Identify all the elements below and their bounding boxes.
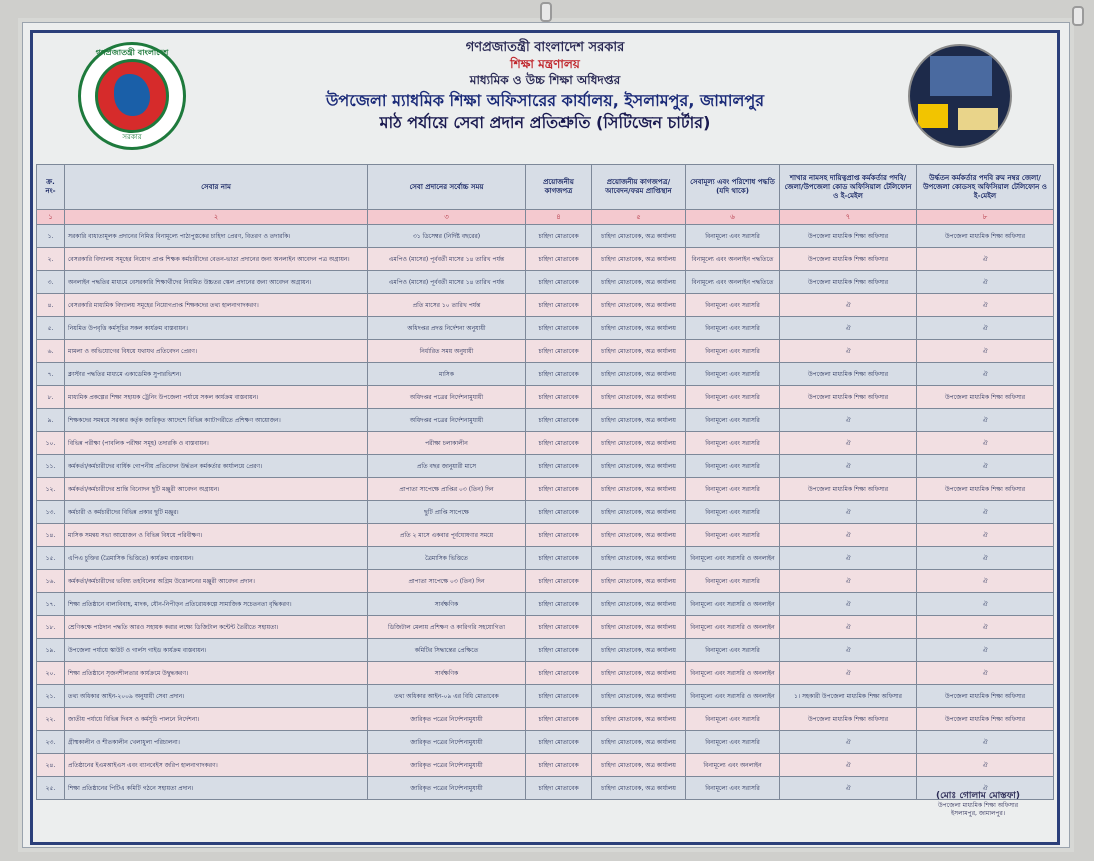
source-cell: চাহিদা মোতাবেক, অত্র কার্যালয় bbox=[592, 363, 686, 386]
service-name-cell: কর্মকর্তা/কর্মচারীদের শ্রান্তি বিনোদন ছুটি মঞ্জুরী আবেদন অগ্রায়ন। bbox=[65, 478, 368, 501]
column-number-row bbox=[37, 210, 1054, 225]
fee-cell: বিনামূল্যে এবং সরাসরি bbox=[686, 409, 780, 432]
documents-cell: চাহিদা মোতাবেক bbox=[526, 708, 592, 731]
senior-officer-cell: ঐ bbox=[917, 616, 1054, 639]
header-government: গণপ্রজাতন্ত্রী বাংলাদেশ সরকার bbox=[465, 40, 625, 55]
service-name-cell: নিয়মিত উপবৃত্তি কর্মসূচির সকল কার্যক্রম বাস্তবায়ন। bbox=[65, 317, 368, 340]
header-office: উপজেলা ম্যাধমিক শিক্ষা অফিসারের কার্যালয়, ইসলামপুর, জামালপুর bbox=[325, 91, 765, 110]
serial-cell: ২১. bbox=[37, 685, 65, 708]
table-row bbox=[37, 478, 1054, 501]
serial-cell: ৯. bbox=[37, 409, 65, 432]
senior-officer-cell: ঐ bbox=[917, 593, 1054, 616]
max-time-cell: সার্বক্ষণিক bbox=[368, 662, 526, 685]
table-row bbox=[37, 271, 1054, 294]
header-directorate: মাধ্যমিক ও উচ্চ শিক্ষা অধিদপ্তর bbox=[469, 73, 621, 87]
signature-block bbox=[908, 790, 1048, 818]
banner-border-top bbox=[30, 30, 1060, 33]
documents-cell: চাহিদা মোতাবেক bbox=[526, 662, 592, 685]
serial-cell: ২৩. bbox=[37, 731, 65, 754]
service-name-cell: কর্মকর্তা/কর্মচারীদের ভবিষ্য তহবিলের অগ্রিম উত্তোলনের মঞ্জুরী আবেদন প্রদান। bbox=[65, 570, 368, 593]
table-row bbox=[37, 662, 1054, 685]
officer-cell: ঐ bbox=[780, 570, 917, 593]
documents-cell: চাহিদা মোতাবেক bbox=[526, 248, 592, 271]
max-time-cell: প্রতি মাসের ১০ তারিখ পর্যন্ত bbox=[368, 294, 526, 317]
seal-top-text: গণপ্রজাতন্ত্রী বাংলাদেশ bbox=[95, 48, 169, 57]
max-time-cell: অধিদপ্তর পত্রের নির্দেশনামুযায়ী bbox=[368, 409, 526, 432]
serial-cell: ১১. bbox=[37, 455, 65, 478]
column-number-cell: ১ bbox=[37, 210, 65, 225]
service-name-cell: শিক্ষা প্রতিষ্ঠানের পিটিএ কমিটি গঠনে সহায়তা প্রদান। bbox=[65, 777, 368, 800]
documents-cell: চাহিদা মোতাবেক bbox=[526, 639, 592, 662]
service-name-cell: বেসরকারি বিদ্যালয় সমূহের নিয়োগ প্রাপ্ত শিক্ষক কর্মচারীদের বেতন-ভাতা প্রদানের জন্য অনলাইন আবেদন পত্র অগ্রায়ন। bbox=[65, 248, 368, 271]
fee-cell: বিনামূল্যে এবং সরাসরি bbox=[686, 708, 780, 731]
serial-cell: ১৭. bbox=[37, 593, 65, 616]
senior-officer-cell: ঐ bbox=[917, 570, 1054, 593]
documents-cell: চাহিদা মোতাবেক bbox=[526, 363, 592, 386]
source-cell: চাহিদা মোতাবেক, অত্র কার্যালয় bbox=[592, 524, 686, 547]
source-cell: চাহিদা মোতাবেক, অত্র কার্যালয় bbox=[592, 639, 686, 662]
max-time-cell: প্রাপ্যতা সাপেক্ষে ০৩ (তিন) দিন bbox=[368, 570, 526, 593]
officer-cell: উপজেলা মাধ্যমিক শিক্ষা অফিসার bbox=[780, 248, 917, 271]
table-row bbox=[37, 685, 1054, 708]
seal-red-disc bbox=[95, 59, 169, 133]
senior-officer-cell: ঐ bbox=[917, 731, 1054, 754]
max-time-cell: অধিদপ্তর প্রদত্ত নির্দেশনা অনুযায়ী bbox=[368, 317, 526, 340]
fee-cell: বিনামূল্যে এবং সরাসরি bbox=[686, 294, 780, 317]
officer-cell: ঐ bbox=[780, 455, 917, 478]
table-row bbox=[37, 409, 1054, 432]
officer-cell: ঐ bbox=[780, 662, 917, 685]
officer-cell: উপজেলা মাধ্যমিক শিক্ষা অফিসার bbox=[780, 478, 917, 501]
source-cell: চাহিদা মোতাবেক, অত্র কার্যালয় bbox=[592, 616, 686, 639]
officer-cell: ঐ bbox=[780, 777, 917, 800]
source-cell: চাহিদা মোতাবেক, অত্র কার্যালয় bbox=[592, 662, 686, 685]
source-cell: চাহিদা মোতাবেক, অত্র কার্যালয় bbox=[592, 455, 686, 478]
max-time-cell: প্রাপ্যতা সাপেক্ষে প্রাপ্তির ০৩ (তিন) দিন bbox=[368, 478, 526, 501]
column-number-cell: ৩ bbox=[368, 210, 526, 225]
max-time-cell: ত্রৈমাসিক ভিত্তিতে bbox=[368, 547, 526, 570]
max-time-cell: কমিটির সিদ্ধান্তের প্রেক্ষিতে bbox=[368, 639, 526, 662]
officer-cell: ঐ bbox=[780, 616, 917, 639]
service-name-cell: বেসরকারি মাধ্যমিক বিদ্যালয় সমূহের নিয়োগপ্রাপ্ত শিক্ষকদের তথ্য হালনাগাদকরণ। bbox=[65, 294, 368, 317]
senior-officer-cell: উপজেলা মাধ্যমিক শিক্ষা অফিসার bbox=[917, 478, 1054, 501]
column-number-cell: ৪ bbox=[526, 210, 592, 225]
officer-cell: ঐ bbox=[780, 731, 917, 754]
officer-cell: ঐ bbox=[780, 317, 917, 340]
column-number-cell: ৬ bbox=[686, 210, 780, 225]
fee-cell: বিনামূল্যে এবং সরাসরি bbox=[686, 731, 780, 754]
fee-cell: বিনামূল্যে এবং অনলাইন bbox=[686, 754, 780, 777]
column-header: শাখার নামসহ দায়িত্বপ্রাপ্ত কর্মকর্তার পদবি/জেলা/উপজেলা কোড অফিসিয়াল টেলিফোন ও ই-মেইল bbox=[780, 165, 917, 210]
header-ministry: শিক্ষা মন্ত্রণালয় bbox=[510, 57, 580, 71]
service-name-cell: শ্রেণিকক্ষে পাঠদান পদ্ধতি আরও সহায়ক করার লক্ষ্যে ডিজিটাল কন্টেন্ট তৈরীতে সহায়তা। bbox=[65, 616, 368, 639]
documents-cell: চাহিদা মোতাবেক bbox=[526, 777, 592, 800]
fee-cell: বিনামূল্যে এবং সরাসরি bbox=[686, 317, 780, 340]
documents-cell: চাহিদা মোতাবেক bbox=[526, 432, 592, 455]
fee-cell: বিনামূল্যে এবং অনলাইন পদ্ধতিতে bbox=[686, 271, 780, 294]
service-name-cell: উপজেলা পর্যায়ে স্কাউট ও গার্লস গাইড কার্যক্রম বাস্তবায়ন। bbox=[65, 639, 368, 662]
serial-cell: ৪. bbox=[37, 294, 65, 317]
service-charter-table bbox=[36, 164, 1054, 800]
serial-cell: ১৪. bbox=[37, 524, 65, 547]
hanging-hook-icon bbox=[1072, 6, 1084, 26]
senior-officer-cell: ঐ bbox=[917, 524, 1054, 547]
source-cell: চাহিদা মোতাবেক, অত্র কার্যালয় bbox=[592, 248, 686, 271]
serial-cell: ৭. bbox=[37, 363, 65, 386]
banner-border-left bbox=[30, 30, 33, 845]
source-cell: চাহিদা মোতাবেক, অত্র কার্যালয় bbox=[592, 593, 686, 616]
senior-officer-cell: ঐ bbox=[917, 455, 1054, 478]
senior-officer-cell: ঐ bbox=[917, 363, 1054, 386]
table-row bbox=[37, 731, 1054, 754]
service-name-cell: শিক্ষা প্রতিষ্ঠানে সৃজনশীলতার কার্যক্রমে উদ্বুদ্ধকরণ। bbox=[65, 662, 368, 685]
column-number-cell: ২ bbox=[65, 210, 368, 225]
logo-book-icon bbox=[958, 108, 998, 130]
senior-officer-cell: ঐ bbox=[917, 432, 1054, 455]
serial-cell: ৩. bbox=[37, 271, 65, 294]
source-cell: চাহিদা মোতাবেক, অত্র কার্যালয় bbox=[592, 754, 686, 777]
banner-border-right bbox=[1057, 30, 1060, 845]
documents-cell: চাহিদা মোতাবেক bbox=[526, 593, 592, 616]
service-name-cell: মাসিক সমন্বয় সভা আয়োজন ও বিভিন্ন বিষয়ে পরিবীক্ষণ। bbox=[65, 524, 368, 547]
service-name-cell: তথ্য অধিকার আইন-২০০৯ অনুযায়ী সেবা প্রদান। bbox=[65, 685, 368, 708]
column-number-cell: ৮ bbox=[917, 210, 1054, 225]
source-cell: চাহিদা মোতাবেক, অত্র কার্যালয় bbox=[592, 409, 686, 432]
officer-cell: উপজেলা মাধ্যমিক শিক্ষা অফিসার bbox=[780, 271, 917, 294]
column-header: প্রয়োজনীয় কাগজপত্র/ আবেদন/ফরম প্রাপ্তিস্থান bbox=[592, 165, 686, 210]
officer-cell: ঐ bbox=[780, 340, 917, 363]
max-time-cell: এমপিও (মাসের) পূর্ববর্তী মাসের ১৪ তারিখ পর্যন্ত bbox=[368, 271, 526, 294]
service-name-cell: গ্রীষ্মকালীন ও শীতকালীন খেলাধুলা পরিচালনা। bbox=[65, 731, 368, 754]
senior-officer-cell: ঐ bbox=[917, 271, 1054, 294]
serial-cell: ২২. bbox=[37, 708, 65, 731]
source-cell: চাহিদা মোতাবেক, অত্র কার্যালয় bbox=[592, 294, 686, 317]
serial-cell: ৮. bbox=[37, 386, 65, 409]
fee-cell: বিনামূল্যে এবং সরাসরি bbox=[686, 363, 780, 386]
source-cell: চাহিদা মোতাবেক, অত্র কার্যালয় bbox=[592, 685, 686, 708]
documents-cell: চাহিদা মোতাবেক bbox=[526, 340, 592, 363]
documents-cell: চাহিদা মোতাবেক bbox=[526, 685, 592, 708]
page-title: মাঠ পর্যায়ে সেবা প্রদান প্রতিশ্রুতি (সিটিজেন চার্টার) bbox=[379, 113, 711, 132]
documents-cell: চাহিদা মোতাবেক bbox=[526, 570, 592, 593]
max-time-cell: প্রতি বছর জানুয়ারী মাসে bbox=[368, 455, 526, 478]
officer-cell: উপজেলা মাধ্যমিক শিক্ষা অফিসার bbox=[780, 386, 917, 409]
source-cell: চাহিদা মোতাবেক, অত্র কার্যালয় bbox=[592, 271, 686, 294]
max-time-cell: পরীক্ষা চলাকালীন bbox=[368, 432, 526, 455]
max-time-cell: ডিজিটাল মেলায় প্রশিক্ষণ ও কারিগরি সহযোগিতা bbox=[368, 616, 526, 639]
max-time-cell: এমপিও (মাসের) পূর্ববর্তী মাসের ১৪ তারিখ পর্যন্ত bbox=[368, 248, 526, 271]
fee-cell: বিনামূল্যে এবং সরাসরি bbox=[686, 777, 780, 800]
table-row bbox=[37, 501, 1054, 524]
logo-yellow-mark bbox=[918, 104, 948, 128]
fee-cell: বিনামূল্যে এবং সরাসরি ও অনলাইন bbox=[686, 685, 780, 708]
source-cell: চাহিদা মোতাবেক, অত্র কার্যালয় bbox=[592, 317, 686, 340]
source-cell: চাহিদা মোতাবেক, অত্র কার্যালয় bbox=[592, 386, 686, 409]
service-name-cell: প্রতিষ্ঠানের ইএমআইএস এবং ব্যানবেইস জরিপ হালনাগাদকরণ। bbox=[65, 754, 368, 777]
fee-cell: বিনামূল্যে এবং সরাসরি bbox=[686, 478, 780, 501]
officer-cell: ঐ bbox=[780, 501, 917, 524]
service-name-cell: বিভিন্ন পরীক্ষা (পাবলিক পরীক্ষা সমূহ) তদারকি ও বাস্তবায়ন। bbox=[65, 432, 368, 455]
senior-officer-cell: ঐ bbox=[917, 409, 1054, 432]
serial-cell: ১৩. bbox=[37, 501, 65, 524]
service-name-cell: কর্মকর্তা/কর্মচারীদের বার্ষিক গোপনীয় প্রতিবেদন উর্দ্ধতন কর্মকর্তার কার্যালয়ে প্রেরণ। bbox=[65, 455, 368, 478]
max-time-cell: জারিকৃত পত্রের নির্দেশনামুযায়ী bbox=[368, 731, 526, 754]
documents-cell: চাহিদা মোতাবেক bbox=[526, 478, 592, 501]
serial-cell: ১৫. bbox=[37, 547, 65, 570]
hanging-hook-icon bbox=[540, 2, 552, 22]
serial-cell: ১২. bbox=[37, 478, 65, 501]
fee-cell: বিনামূল্যে এবং অনলাইন পদ্ধতিতে bbox=[686, 248, 780, 271]
table-header-row bbox=[37, 165, 1054, 210]
fee-cell: বিনামূল্যে এবং সরাসরি bbox=[686, 432, 780, 455]
documents-cell: চাহিদা মোতাবেক bbox=[526, 294, 592, 317]
documents-cell: চাহিদা মোতাবেক bbox=[526, 754, 592, 777]
senior-officer-cell: ঐ bbox=[917, 639, 1054, 662]
service-name-cell: সরকারি বাধ্যতামূলক প্রদানের নিমিত্ত বিনামূল্যে পাঠ্যপুস্তকের চাহিদা প্রেরণ, বিতরণ ও তদারকি। bbox=[65, 225, 368, 248]
source-cell: চাহিদা মোতাবেক, অত্র কার্যালয় bbox=[592, 225, 686, 248]
service-name-cell: জাতীয় পর্যায়ে বিভিন্ন দিবস ও কর্মসূচি পালনে নির্দেশনা। bbox=[65, 708, 368, 731]
service-name-cell: কর্মচারী ও কর্মচারীদের বিভিন্ন প্রকার ছুটি মঞ্জুর। bbox=[65, 501, 368, 524]
officer-cell: ঐ bbox=[780, 593, 917, 616]
senior-officer-cell: উপজেলা মাধ্যমিক শিক্ষা অফিসার bbox=[917, 708, 1054, 731]
table-row bbox=[37, 363, 1054, 386]
source-cell: চাহিদা মোতাবেক, অত্র কার্যালয় bbox=[592, 547, 686, 570]
table-row bbox=[37, 547, 1054, 570]
max-time-cell: মাসিক bbox=[368, 363, 526, 386]
serial-cell: ১. bbox=[37, 225, 65, 248]
seal-bottom-text: সরকার bbox=[122, 133, 142, 141]
officer-cell: ঐ bbox=[780, 639, 917, 662]
officer-cell: ঐ bbox=[780, 409, 917, 432]
max-time-cell: জারিকৃত পত্রের নির্দেশনামুযায়ী bbox=[368, 777, 526, 800]
service-name-cell: অনলাইন পদ্ধতির মাধ্যমে বেসরকারি শিক্ষার্থীদের নিয়মিত উচ্চতর স্কেল প্রদানের জন্য আবেদন অগ্রায়ন। bbox=[65, 271, 368, 294]
documents-cell: চাহিদা মোতাবেক bbox=[526, 225, 592, 248]
serial-cell: ১৮. bbox=[37, 616, 65, 639]
source-cell: চাহিদা মোতাবেক, অত্র কার্যালয় bbox=[592, 432, 686, 455]
fee-cell: বিনামূল্যে এবং সরাসরি bbox=[686, 570, 780, 593]
logo-panel bbox=[930, 56, 992, 96]
table-row bbox=[37, 248, 1054, 271]
fee-cell: বিনামূল্যে এবং সরাসরি ও অনলাইন bbox=[686, 616, 780, 639]
officer-cell: ১। সহকারী উপজেলা মাধ্যমিক শিক্ষা অফিসার bbox=[780, 685, 917, 708]
documents-cell: চাহিদা মোতাবেক bbox=[526, 501, 592, 524]
source-cell: চাহিদা মোতাবেক, অত্র কার্যালয় bbox=[592, 570, 686, 593]
senior-officer-cell: ঐ bbox=[917, 248, 1054, 271]
source-cell: চাহিদা মোতাবেক, অত্র কার্যালয় bbox=[592, 478, 686, 501]
column-number-cell: ৭ bbox=[780, 210, 917, 225]
fee-cell: বিনামূল্যে এবং সরাসরি bbox=[686, 386, 780, 409]
officer-cell: উপজেলা মাধ্যমিক শিক্ষা অফিসার bbox=[780, 225, 917, 248]
max-time-cell: জারিকৃত পত্রের নির্দেশনামুযায়ী bbox=[368, 754, 526, 777]
fee-cell: বিনামূল্যে এবং সরাসরি bbox=[686, 524, 780, 547]
max-time-cell: ৩১ ডিসেম্বর (নির্দিষ্ট বছরের) bbox=[368, 225, 526, 248]
serial-cell: ১৯. bbox=[37, 639, 65, 662]
serial-cell: ২৪. bbox=[37, 754, 65, 777]
max-time-cell: সার্বক্ষণিক bbox=[368, 593, 526, 616]
serial-cell: ৫. bbox=[37, 317, 65, 340]
max-time-cell: নির্ধারিত সময় অনুযায়ী bbox=[368, 340, 526, 363]
senior-officer-cell: ঐ bbox=[917, 754, 1054, 777]
documents-cell: চাহিদা মোতাবেক bbox=[526, 616, 592, 639]
table-row bbox=[37, 616, 1054, 639]
senior-officer-cell: ঐ bbox=[917, 777, 1054, 800]
documents-cell: চাহিদা মোতাবেক bbox=[526, 386, 592, 409]
table-row bbox=[37, 777, 1054, 800]
column-header: সেবা প্রদানের সর্বোচ্চ সময় bbox=[368, 165, 526, 210]
fee-cell: বিনামূল্যে এবং সরাসরি ও অনলাইন bbox=[686, 662, 780, 685]
service-name-cell: মাধ্যমিক প্রকল্পের শিক্ষা সহায়ক ট্রেনিং উপজেলা পর্যায়ে সকল কার্যক্রম বাস্তবায়ন। bbox=[65, 386, 368, 409]
senior-officer-cell: ঐ bbox=[917, 662, 1054, 685]
documents-cell: চাহিদা মোতাবেক bbox=[526, 547, 592, 570]
documents-cell: চাহিদা মোতাবেক bbox=[526, 409, 592, 432]
table-row bbox=[37, 317, 1054, 340]
officer-cell: উপজেলা মাধ্যমিক শিক্ষা অফিসার bbox=[780, 708, 917, 731]
service-name-cell: মামলা ও অভিযোগের বিষয়ে যথাযথ প্রতিবেদন প্রেরণ। bbox=[65, 340, 368, 363]
fee-cell: বিনামূল্যে এবং সরাসরি bbox=[686, 501, 780, 524]
education-logo bbox=[908, 44, 1012, 148]
officer-cell: ঐ bbox=[780, 547, 917, 570]
column-number-cell: ৫ bbox=[592, 210, 686, 225]
charter-header bbox=[190, 40, 900, 134]
documents-cell: চাহিদা মোতাবেক bbox=[526, 271, 592, 294]
source-cell: চাহিদা মোতাবেক, অত্র কার্যালয় bbox=[592, 340, 686, 363]
table-row bbox=[37, 294, 1054, 317]
max-time-cell: ছুটি প্রাপ্তি সাপেক্ষে bbox=[368, 501, 526, 524]
table-row bbox=[37, 524, 1054, 547]
table-row bbox=[37, 386, 1054, 409]
max-time-cell: জারিকৃত পত্রের নির্দেশনামুযায়ী bbox=[368, 708, 526, 731]
source-cell: চাহিদা মোতাবেক, অত্র কার্যালয় bbox=[592, 501, 686, 524]
source-cell: চাহিদা মোতাবেক, অত্র কার্যালয় bbox=[592, 708, 686, 731]
column-header: সেবার নাম bbox=[65, 165, 368, 210]
officer-cell: ঐ bbox=[780, 754, 917, 777]
max-time-cell: তথ্য অধিকার আইন-০৯ এর বিধি মোতাবেক bbox=[368, 685, 526, 708]
table-row bbox=[37, 754, 1054, 777]
senior-officer-cell: ঐ bbox=[917, 294, 1054, 317]
table-row bbox=[37, 708, 1054, 731]
serial-cell: ১০. bbox=[37, 432, 65, 455]
table-row bbox=[37, 340, 1054, 363]
table-row bbox=[37, 225, 1054, 248]
column-header: সেবামূল্য এবং পরিশোধ পদ্ধতি (যদি থাকে) bbox=[686, 165, 780, 210]
senior-officer-cell: ঐ bbox=[917, 547, 1054, 570]
table-row bbox=[37, 639, 1054, 662]
government-seal-logo bbox=[78, 42, 186, 150]
fee-cell: বিনামূল্যে এবং সরাসরি ও অনলাইন bbox=[686, 547, 780, 570]
max-time-cell: প্রতি ২ মাসে একবার পূর্বঘোষণার সময়ে bbox=[368, 524, 526, 547]
signatory-title: উপজেলা মাধ্যমিক শিক্ষা অফিসার bbox=[937, 802, 1019, 809]
documents-cell: চাহিদা মোতাবেক bbox=[526, 317, 592, 340]
officer-cell: ঐ bbox=[780, 294, 917, 317]
senior-officer-cell: উপজেলা মাধ্যমিক শিক্ষা অফিসার bbox=[917, 225, 1054, 248]
serial-cell: ২০. bbox=[37, 662, 65, 685]
banner-border-bottom bbox=[30, 842, 1060, 845]
serial-cell: ২৫. bbox=[37, 777, 65, 800]
fee-cell: বিনামূল্যে এবং সরাসরি ও অনলাইন bbox=[686, 593, 780, 616]
officer-cell: ঐ bbox=[780, 524, 917, 547]
officer-cell: উপজেলা মাধ্যমিক শিক্ষা অফিসার bbox=[780, 363, 917, 386]
service-name-cell: শিক্ষা প্রতিষ্ঠানে বাল্যবিবাহ, মাদক, যৌন-নিপীড়ন প্রতিরোধকল্পে সামাজিক সচেতনতা বৃদ্ধিকরণ। bbox=[65, 593, 368, 616]
documents-cell: চাহিদা মোতাবেক bbox=[526, 731, 592, 754]
senior-officer-cell: উপজেলা মাধ্যমিক শিক্ষা অফিসার bbox=[917, 386, 1054, 409]
documents-cell: চাহিদা মোতাবেক bbox=[526, 455, 592, 478]
column-header: প্রয়োজনীয় কাগজপত্র bbox=[526, 165, 592, 210]
senior-officer-cell: ঐ bbox=[917, 340, 1054, 363]
column-header: ক্র. নং- bbox=[37, 165, 65, 210]
table-row bbox=[37, 432, 1054, 455]
source-cell: চাহিদা মোতাবেক, অত্র কার্যালয় bbox=[592, 731, 686, 754]
max-time-cell: অধিদপ্তর পত্রের নির্দেশনামুযায়ী bbox=[368, 386, 526, 409]
documents-cell: চাহিদা মোতাবেক bbox=[526, 524, 592, 547]
service-name-cell: শিক্ষকদের সমন্বয়ে সরকার কর্তৃক জারিকৃত আদেশে বিভিন্ন ক্যাটাগরীতে প্রশিক্ষণ আয়োজন। bbox=[65, 409, 368, 432]
service-name-cell: ক্লাস্টার পদ্ধতির মাধ্যমে একাডেমিক সুপারভিশন। bbox=[65, 363, 368, 386]
column-header: উর্দ্ধতন কর্মকর্তার পদবি রুম নম্বর জেলা/উপজেলা কোডসহ অফিসিয়াল টেলিফোন ও ই-মেইল bbox=[917, 165, 1054, 210]
table-row bbox=[37, 455, 1054, 478]
source-cell: চাহিদা মোতাবেক, অত্র কার্যালয় bbox=[592, 777, 686, 800]
signatory-name: (মোঃ গোলাম মোস্তফা) bbox=[936, 791, 1020, 801]
senior-officer-cell: উপজেলা মাধ্যমিক শিক্ষা অফিসার bbox=[917, 685, 1054, 708]
senior-officer-cell: ঐ bbox=[917, 317, 1054, 340]
signatory-place: ইসলামপুর, জামালপুর। bbox=[951, 810, 1005, 817]
serial-cell: ২. bbox=[37, 248, 65, 271]
service-name-cell: এপিএ চুক্তির (ত্রৈমাসিক ভিত্তিতে) কার্যক্রম বাস্তবায়ন। bbox=[65, 547, 368, 570]
table-row bbox=[37, 593, 1054, 616]
fee-cell: বিনামূল্যে এবং সরাসরি bbox=[686, 455, 780, 478]
fee-cell: বিনামূল্যে এবং সরাসরি bbox=[686, 639, 780, 662]
serial-cell: ১৬. bbox=[37, 570, 65, 593]
senior-officer-cell: ঐ bbox=[917, 501, 1054, 524]
fee-cell: বিনামূল্যে এবং সরাসরি bbox=[686, 225, 780, 248]
officer-cell: ঐ bbox=[780, 432, 917, 455]
table-row bbox=[37, 570, 1054, 593]
bangladesh-map-icon bbox=[114, 74, 150, 116]
serial-cell: ৬. bbox=[37, 340, 65, 363]
fee-cell: বিনামূল্যে এবং সরাসরি bbox=[686, 340, 780, 363]
